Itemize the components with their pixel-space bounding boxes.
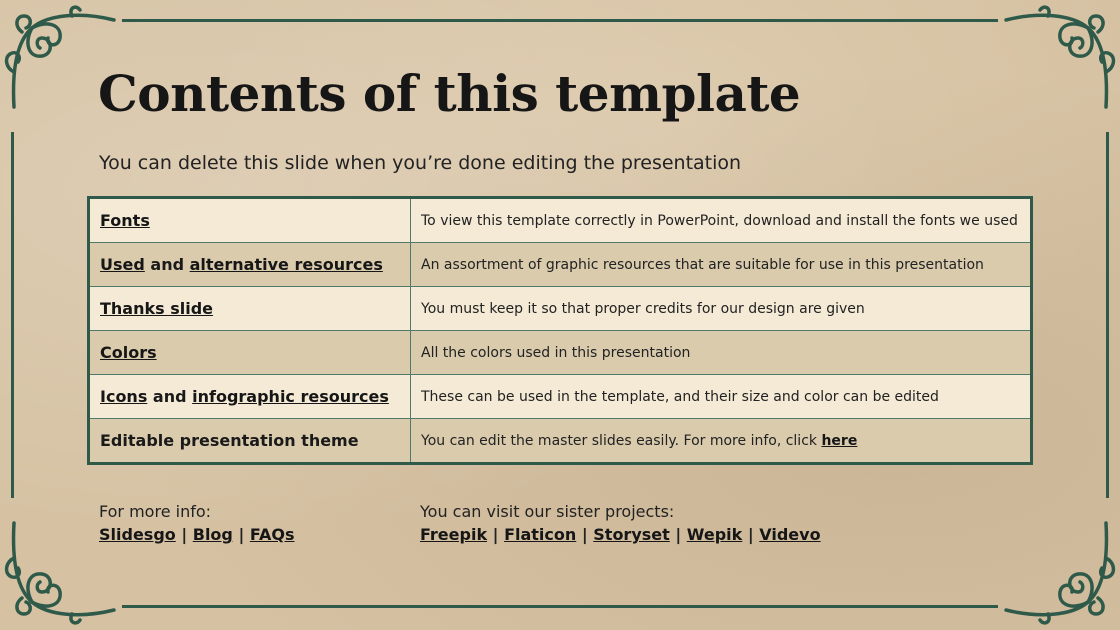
alternative-resources-link[interactable]: alternative resources — [189, 255, 383, 274]
faqs-link[interactable]: FAQs — [249, 525, 295, 544]
table-row — [89, 198, 1032, 243]
sister-projects-label: You can visit our sister projects: — [420, 502, 675, 521]
frame-border-right — [1106, 132, 1109, 498]
infographic-resources-link[interactable]: infographic resources — [192, 387, 389, 406]
here-link[interactable]: here — [821, 432, 858, 449]
table-row — [89, 331, 1032, 375]
table-row — [89, 243, 1032, 287]
table-row — [89, 375, 1032, 419]
row-label — [89, 287, 411, 331]
row-label-joiner: and — [147, 387, 193, 406]
link-separator: | — [175, 525, 193, 544]
more-info-label: For more info: — [99, 502, 212, 521]
wepik-link[interactable]: Wepik — [686, 525, 743, 544]
frame-border-left — [11, 132, 14, 498]
sister-projects-links — [420, 523, 821, 546]
page-subtitle: You can delete this slide when you’re done editing the presentation — [99, 152, 742, 174]
frame-border-top — [122, 19, 998, 22]
link-separator: | — [742, 525, 760, 544]
row-description-text: You can edit the master slides easily. For more info, click — [421, 432, 822, 449]
link-separator: | — [669, 525, 687, 544]
row-label — [89, 331, 411, 375]
row-label: Editable presentation theme — [89, 419, 411, 464]
row-label — [89, 243, 411, 287]
more-info-block — [99, 500, 294, 546]
row-description: All the colors used in this presentation — [411, 331, 1032, 375]
freepik-link[interactable]: Freepik — [420, 525, 488, 544]
link-separator: | — [232, 525, 250, 544]
row-label-joiner: and — [144, 255, 190, 274]
link-separator: | — [576, 525, 594, 544]
used-link[interactable]: Used — [100, 255, 145, 274]
corner-ornament-icon — [998, 2, 1118, 122]
fonts-link[interactable]: Fonts — [100, 211, 150, 230]
colors-link[interactable]: Colors — [100, 343, 157, 362]
row-description: To view this template correctly in PowerPoint, download and install the fonts we used — [411, 198, 1032, 243]
icons-link[interactable]: Icons — [100, 387, 148, 406]
thanks-slide-link[interactable]: Thanks slide — [100, 299, 214, 318]
page-title: Contents of this template — [98, 64, 801, 123]
row-description: You must keep it so that proper credits for our design are given — [411, 287, 1032, 331]
contents-table — [87, 196, 1033, 465]
sister-projects-block — [420, 500, 821, 546]
table-row — [89, 419, 1032, 464]
link-separator: | — [487, 525, 505, 544]
frame-border-bottom — [122, 605, 998, 608]
corner-ornament-icon — [998, 508, 1118, 628]
slidesgo-link[interactable]: Slidesgo — [99, 525, 176, 544]
row-description: These can be used in the template, and their size and color can be edited — [411, 375, 1032, 419]
row-label — [89, 198, 411, 243]
row-description: An assortment of graphic resources that are suitable for use in this presentation — [411, 243, 1032, 287]
videvo-link[interactable]: Videvo — [759, 525, 821, 544]
flaticon-link[interactable]: Flaticon — [504, 525, 577, 544]
storyset-link[interactable]: Storyset — [593, 525, 670, 544]
blog-link[interactable]: Blog — [192, 525, 233, 544]
more-info-links — [99, 523, 294, 546]
row-description — [411, 419, 1032, 464]
table-row — [89, 287, 1032, 331]
row-label — [89, 375, 411, 419]
